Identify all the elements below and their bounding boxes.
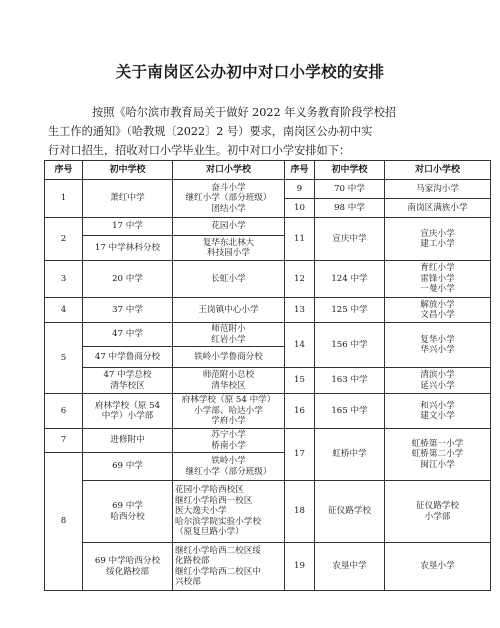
primary-schools: 长虹小学 xyxy=(173,261,285,298)
middle-school: 征仪路学校 xyxy=(315,481,385,543)
primary-schools xyxy=(385,481,491,543)
primary-school: 虹桥第一小学 xyxy=(411,438,464,449)
table-row xyxy=(45,429,491,453)
primary-school: 师范附小 xyxy=(211,324,246,334)
row-number: 8 xyxy=(45,453,83,591)
middle-school: 124 中学 xyxy=(315,261,385,298)
row-number: 13 xyxy=(285,298,315,323)
row-number: 12 xyxy=(285,261,315,298)
primary-school: 继红小学哈西二校区绥 xyxy=(175,545,261,556)
primary-school: 哈尔滨学院实验小学校 xyxy=(175,516,261,527)
primary-school: （原复旦路小学） xyxy=(175,527,244,538)
primary-schools xyxy=(385,429,491,481)
middle-school: 17 中学林科分校 xyxy=(83,236,173,261)
primary-schools: 花园小学 xyxy=(173,218,285,236)
primary-school: 团结小学 xyxy=(211,203,246,214)
primary-schools xyxy=(173,429,285,453)
table-row xyxy=(45,323,491,347)
header-middle-left: 初中学校 xyxy=(83,161,173,180)
primary-school: 铁岭小学 xyxy=(211,456,246,466)
primary-school: 继红小学哈西二校区中 xyxy=(175,566,261,577)
middle-school: 虹桥中学 xyxy=(315,429,385,481)
primary-school: 文昌小学 xyxy=(420,310,455,320)
primary-schools xyxy=(385,298,491,323)
primary-school: 继红小学（部分班级） xyxy=(185,466,272,477)
primary-school: 建工小学 xyxy=(420,239,455,249)
primary-school: 科技园小学 xyxy=(207,248,250,258)
middle-school: 156 中学 xyxy=(315,323,385,368)
primary-schools xyxy=(385,394,491,429)
table-row xyxy=(45,218,491,236)
middle-school: 萧红中学 xyxy=(83,180,173,218)
school-assignment-table xyxy=(44,160,491,591)
table-row xyxy=(45,368,491,394)
row-number: 3 xyxy=(45,261,83,298)
primary-school: 清华校区 xyxy=(211,380,246,391)
primary-school: 兴校部 xyxy=(175,577,201,587)
middle-school-line: 清华校区 xyxy=(110,380,145,391)
primary-schools: 南岗区满族小学 xyxy=(385,199,491,218)
row-number: 17 xyxy=(285,429,315,481)
primary-schools: 马家沟小学 xyxy=(385,180,491,199)
row-number: 1 xyxy=(45,180,83,218)
primary-school: 解放小学 xyxy=(420,299,455,310)
primary-schools xyxy=(385,323,491,368)
middle-school: 165 中学 xyxy=(315,394,385,429)
table-row xyxy=(45,481,491,543)
table-row xyxy=(45,180,491,199)
primary-school: 华兴小学 xyxy=(420,345,455,355)
primary-school: 花园小学哈西校区 xyxy=(175,485,244,496)
primary-school: 复华小学 xyxy=(420,334,455,345)
intro-paragraph xyxy=(48,103,480,160)
row-number: 16 xyxy=(285,394,315,429)
intro-line-2: 生工作的通知》（哈教规〔2022〕2 号）要求，南岗区公办初中实 xyxy=(48,125,373,138)
row-number: 18 xyxy=(285,481,315,543)
middle-school: 宣庆中学 xyxy=(315,218,385,261)
middle-school-line: 哈西分校 xyxy=(110,511,145,522)
primary-school: 征仪路学校 xyxy=(416,501,459,511)
middle-school-line: 中学）小学部 xyxy=(101,411,154,421)
primary-school: 小学部、哈达小学 xyxy=(194,405,263,416)
primary-school: 闽江小学 xyxy=(420,459,455,470)
primary-school: 清滨小学 xyxy=(420,370,455,380)
header-primary-left: 对口小学校 xyxy=(173,161,285,180)
primary-schools xyxy=(173,453,285,481)
middle-school: 农垦中学 xyxy=(315,543,385,591)
middle-school: 69 中学 xyxy=(83,453,173,481)
middle-school-line: 府林学校（原 54 xyxy=(94,400,161,411)
middle-school: 17 中学 xyxy=(83,218,173,236)
middle-school xyxy=(83,394,173,429)
primary-schools xyxy=(173,543,285,591)
primary-schools: 王岗镇中心小学 xyxy=(173,298,285,323)
header-primary-right: 对口小学校 xyxy=(385,161,491,180)
primary-schools xyxy=(173,368,285,394)
middle-school: 47 中学 xyxy=(83,323,173,347)
header-no-right: 序号 xyxy=(285,161,315,180)
intro-line-1: 按照《哈尔滨市教育局关于做好 2022 年义务教育阶段学校招 xyxy=(92,106,397,119)
row-number: 11 xyxy=(285,218,315,261)
middle-school: 37 中学 xyxy=(83,298,173,323)
middle-school-line: 绥化路校部 xyxy=(106,566,149,577)
row-number: 10 xyxy=(285,199,315,218)
primary-schools: 铁岭小学鲁商分校 xyxy=(173,347,285,368)
middle-school: 70 中学 xyxy=(315,180,385,199)
middle-school: 163 中学 xyxy=(315,368,385,394)
primary-schools xyxy=(173,180,285,218)
header-no-left: 序号 xyxy=(45,161,83,180)
primary-school: 复华东北林大 xyxy=(202,237,255,248)
primary-school: 一曼小学 xyxy=(420,284,455,295)
primary-school: 学府小学 xyxy=(211,416,246,427)
row-number: 2 xyxy=(45,218,83,261)
primary-schools xyxy=(385,261,491,298)
table-row xyxy=(45,298,491,323)
primary-school: 桥南小学 xyxy=(211,440,246,451)
header-middle-right: 初中学校 xyxy=(315,161,385,180)
primary-schools xyxy=(173,481,285,543)
primary-school: 延兴小学 xyxy=(420,380,455,391)
middle-school: 98 中学 xyxy=(315,199,385,218)
middle-school-line: 69 中学哈西分校 xyxy=(94,556,161,566)
row-number: 5 xyxy=(45,323,83,394)
row-number: 19 xyxy=(285,543,315,591)
table-row xyxy=(45,543,491,591)
primary-school: 化路校部 xyxy=(175,556,210,566)
row-number: 14 xyxy=(285,323,315,368)
row-number: 7 xyxy=(45,429,83,453)
middle-school: 20 中学 xyxy=(83,261,173,298)
primary-school: 和兴小学 xyxy=(420,400,455,411)
row-number: 9 xyxy=(285,180,315,199)
primary-school: 师范附小总校 xyxy=(202,370,255,380)
primary-schools xyxy=(385,368,491,394)
primary-school: 宣庆小学 xyxy=(420,228,455,239)
row-number: 6 xyxy=(45,394,83,429)
table-row xyxy=(45,394,491,429)
middle-school-line: 69 中学 xyxy=(112,501,143,511)
primary-schools xyxy=(173,323,285,347)
row-number: 4 xyxy=(45,298,83,323)
middle-school-line: 47 中学总校 xyxy=(103,370,152,380)
primary-schools xyxy=(173,394,285,429)
middle-school: 125 中学 xyxy=(315,298,385,323)
primary-school: 奋斗小学 xyxy=(211,182,246,193)
primary-school: 医大逸夫小学 xyxy=(175,506,227,517)
intro-line-3: 行对口招生，招收对口小学毕业生。初中对口小学安排如下： xyxy=(48,144,351,157)
primary-school: 虹桥第二小学 xyxy=(411,449,464,460)
primary-school: 继红小学（部分班级） xyxy=(185,193,272,204)
primary-school: 小学部 xyxy=(424,511,451,522)
middle-school xyxy=(83,543,173,591)
table-header-row xyxy=(45,161,491,180)
primary-school: 继红小学哈西一校区 xyxy=(175,495,253,506)
primary-schools xyxy=(385,218,491,261)
middle-school: 进修附中 xyxy=(83,429,173,453)
middle-school xyxy=(83,481,173,543)
primary-school: 苏宁小学 xyxy=(211,430,246,440)
middle-school: 47 中学鲁商分校 xyxy=(83,347,173,368)
primary-school: 建文小学 xyxy=(420,411,455,421)
table-row xyxy=(45,261,491,298)
row-number: 15 xyxy=(285,368,315,394)
document-title: 关于南岗区公办初中对口小学校的安排 xyxy=(115,63,385,81)
primary-school: 红岩小学 xyxy=(211,334,246,345)
primary-school: 府林学校（原 54 中学） xyxy=(181,395,276,406)
primary-school: 育红小学 xyxy=(420,263,455,274)
primary-schools: 农垦小学 xyxy=(385,543,491,591)
middle-school xyxy=(83,368,173,394)
primary-school: 雷锋小学 xyxy=(420,273,455,284)
primary-schools xyxy=(173,236,285,261)
